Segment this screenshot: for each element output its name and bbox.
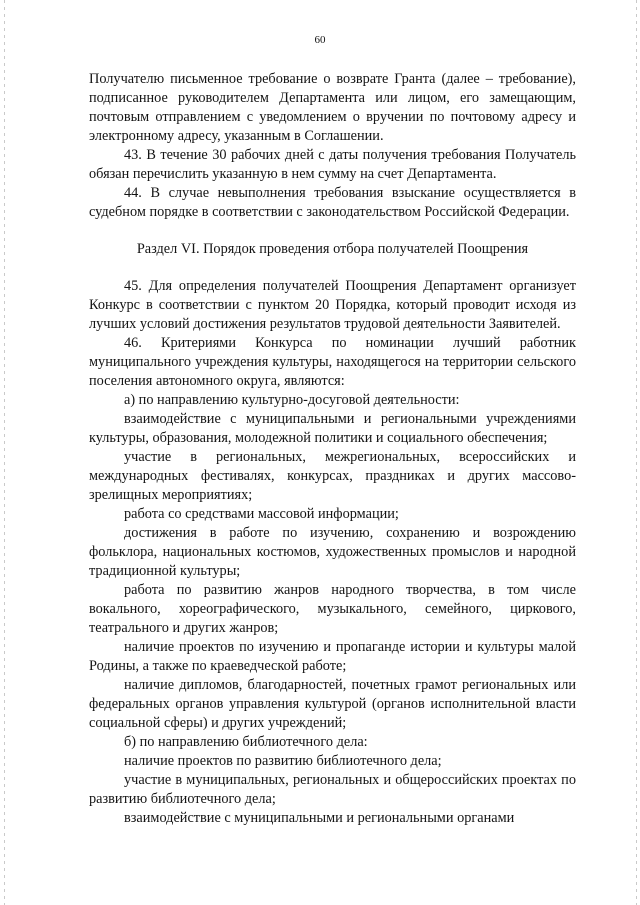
criterion-item: достижения в работе по изучению, сохранению и возрождению фольклора, национальных костюмов, художественных промыслов и народной традиционной культуры;	[89, 525, 576, 579]
list-heading-a: а) по направлению культурно-досуговой деятельности:	[124, 392, 460, 408]
criterion-item: взаимодействие с муниципальными и региональными органами	[124, 810, 515, 826]
criterion-item: наличие проектов по изучению и пропаганде истории и культуры малой Родины, а также по краеведческой работе;	[89, 639, 576, 674]
paragraph-44: 44. В случае невыполнения требования взыскание осуществляется в судебном порядке в соответствии с законодательством Российской Федерации.	[89, 185, 576, 220]
criterion-item: участие в муниципальных, региональных и общероссийских проектах по развитию библиотечного дела;	[89, 772, 576, 807]
criterion-item: работа по развитию жанров народного творчества, в том числе вокального, хореографического, музыкального, семейного, циркового, театрального и других жанров;	[89, 582, 576, 636]
paragraph-46: 46. Критериями Конкурса по номинации лучший работник муниципального учреждения культуры, находящегося на территории сельского поселения автономного округа, являются:	[89, 335, 576, 389]
paragraph-return-requirement: Получателю письменное требование о возврате Гранта (далее – требование), подписанное руководителем Департамента или лицом, его замещающим, почтовым отправлением с уведомлением о вручении по почтовому адресу и электронному адресу, указанным в Соглашении.	[89, 71, 576, 144]
scan-edge-left	[4, 0, 5, 905]
criterion-item: взаимодействие с муниципальными и региональными учреждениями культуры, образования, молодежной политики и социального обеспечения;	[89, 411, 576, 446]
criterion-item: работа со средствами массовой информации;	[124, 506, 399, 522]
paragraph-45: 45. Для определения получателей Поощрения Департамент организует Конкурс в соответствии с пунктом 20 Порядка, который проводит исходя из лучших условий достижения результатов трудовой деятельности Заявителей.	[89, 278, 576, 332]
criterion-item: наличие дипломов, благодарностей, почетных грамот региональных или федеральных органов управления культурой (органов исполнительной власти социальной сферы) и других учреждений;	[89, 677, 576, 731]
criterion-item: наличие проектов по развитию библиотечного дела;	[124, 753, 442, 769]
criterion-item: участие в региональных, межрегиональных, всероссийских и международных фестивалях, конкурсах, праздниках и других массово-зрелищных мероприятиях;	[89, 449, 576, 503]
list-heading-b: б) по направлению библиотечного дела:	[124, 734, 368, 750]
document-body	[89, 70, 576, 828]
paragraph-43: 43. В течение 30 рабочих дней с даты получения требования Получатель обязан перечислить указанную в нем сумму на счет Департамента.	[89, 147, 576, 182]
scan-edge-right	[636, 0, 637, 905]
section-heading: Раздел VI. Порядок проведения отбора получателей Поощрения	[136, 241, 529, 257]
page-number: 60	[314, 34, 326, 46]
